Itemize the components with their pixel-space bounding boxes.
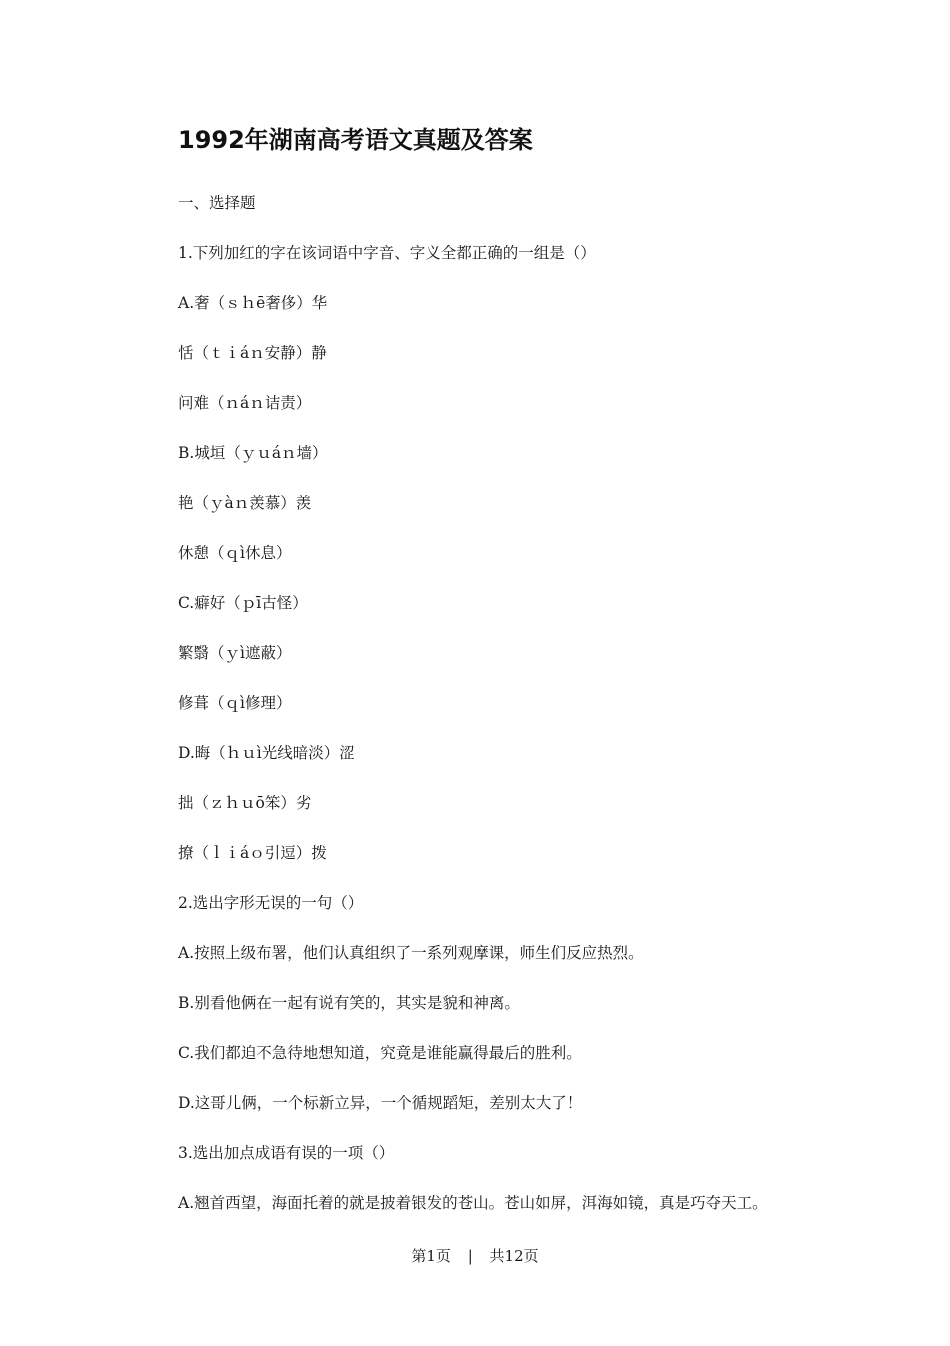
question-2-option-a: A.按照上级布署，他们认真组织了一系列观摩课，师生们反应热烈。 [178, 944, 644, 962]
option-d-line-3: 撩（ｌｉáｏ引逗）拨 [178, 844, 327, 862]
question-2-option-c: C.我们都迫不急待地想知道，究竟是谁能赢得最后的胜利。 [178, 1044, 582, 1062]
option-d-line-2: 拙（ｚｈｕō笨）劣 [178, 794, 312, 812]
option-c-line-2: 繁翳（ｙì遮蔽） [178, 644, 292, 662]
page-title: 1992年湖南高考语文真题及答案 [178, 126, 533, 154]
option-c-line-1: C.癖好（ｐī古怪） [178, 594, 308, 612]
option-c-line-3: 修葺（ｑì修理） [178, 694, 292, 712]
section-heading: 一、选择题 [178, 194, 256, 212]
option-d-line-1: D.晦（ｈｕì光线暗淡）涩 [178, 744, 355, 762]
option-a-line-2: 恬（ｔｉáｎ安静）静 [178, 344, 327, 362]
question-2-option-d: D.这哥儿俩，一个标新立异，一个循规蹈矩，差别太大了！ [178, 1094, 583, 1112]
footer-separator: | [467, 1247, 473, 1265]
option-b-line-3: 休憩（ｑì休息） [178, 544, 292, 562]
question-1: 1.下列加红的字在该词语中字音、字义全都正确的一组是（） [178, 244, 596, 262]
question-2-option-b: B.别看他俩在一起有说有笑的，其实是貌和神离。 [178, 994, 520, 1012]
question-3-option-a: A.翘首西望，海面托着的就是披着银发的苍山。苍山如屏，洱海如镜，真是巧夺天工。 [178, 1194, 768, 1212]
option-b-line-2: 艳（ｙàｎ羡慕）羡 [178, 494, 312, 512]
option-a-line-3: 问难（ｎáｎ诘责） [178, 394, 312, 412]
option-b-line-1: B.城垣（ｙｕáｎ墙） [178, 444, 328, 462]
document-body [178, 190, 878, 1240]
option-a-line-1: A.奢（ｓｈē奢侈）华 [178, 294, 328, 312]
page-footer [0, 1244, 950, 1268]
question-2: 2.选出字形无误的一句（） [178, 894, 364, 912]
question-3: 3.选出加点成语有误的一项（） [178, 1144, 395, 1162]
page-total: 共12页 [489, 1247, 539, 1265]
page-number: 第1页 [411, 1247, 451, 1265]
